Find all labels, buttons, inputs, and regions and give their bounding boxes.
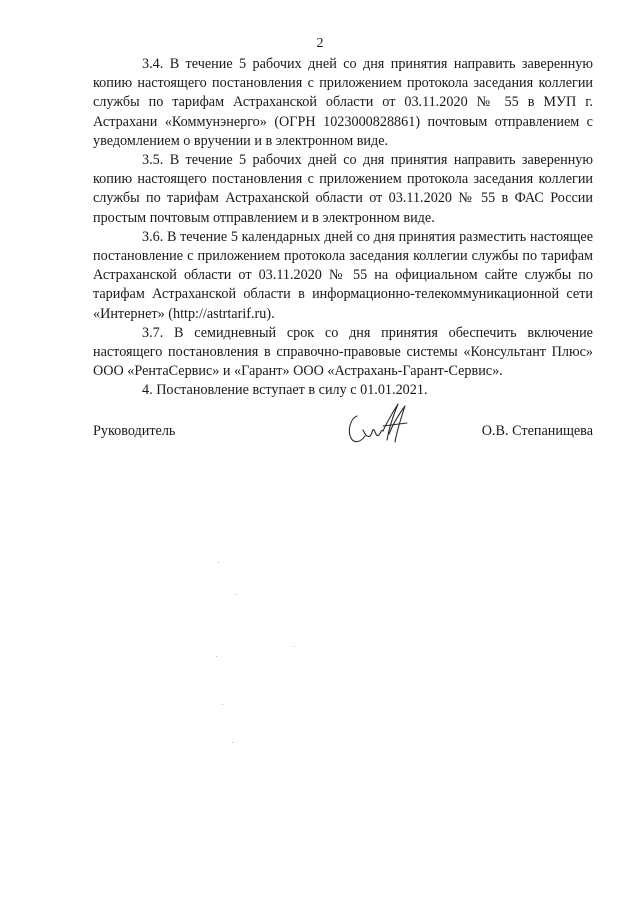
signature-block — [93, 400, 593, 450]
scan-speck — [218, 562, 219, 563]
scan-speck — [222, 704, 223, 705]
paragraph-4: 4. Постановление вступает в силу с 01.01.2021. — [142, 382, 428, 399]
page-number: 2 — [316, 36, 324, 51]
scan-speck — [216, 656, 217, 657]
paragraph-3-6: 3.6. В течение 5 календарных дней со дня принятия разместить настоящее постановление с приложением протокола заседания коллегии службы по тарифам Астраханской области от 03.11.2020 № 55 на официальном сайте службы по тарифам Астраханской области в информационно-телекоммуникационной сети «Интернет» (http://astrtarif.ru). — [93, 228, 593, 322]
scan-speck — [236, 594, 237, 595]
scan-speck — [294, 646, 295, 647]
scan-speck — [232, 742, 233, 743]
paragraph-3-7: 3.7. В семидневный срок со дня принятия обеспечить включение настоящего постановления в справочно-правовые системы «Консультант Плюс» ООО «РентаСервис» и «Гарант» ООО «Астрахань-Гарант-Сервис». — [93, 324, 593, 380]
signatory-name: О.В. Степанищева — [481, 423, 593, 439]
handwritten-signature — [343, 400, 413, 448]
signatory-title: Руководитель — [93, 423, 176, 439]
paragraph-3-5: 3.5. В течение 5 рабочих дней со дня принятия направить заверенную копию настоящего постановления с приложением протокола заседания коллегии службы по тарифам Астраханской области от 03.11.2020 № 55 в ФАС России простым почтовым отправлением и в электронном виде. — [93, 152, 593, 226]
document-body — [93, 55, 593, 401]
paragraph-3-4: 3.4. В течение 5 рабочих дней со дня принятия направить заверенную копию настоящего постановления с приложением протокола заседания коллегии службы по тарифам Астраханской области от 03.11.2020 № 55 в МУП г. Астрахани «Коммунэнерго» (ОГРН 1023000828861) почтовым отправлением с уведомлением о вручении и в электронном виде. — [93, 56, 593, 149]
